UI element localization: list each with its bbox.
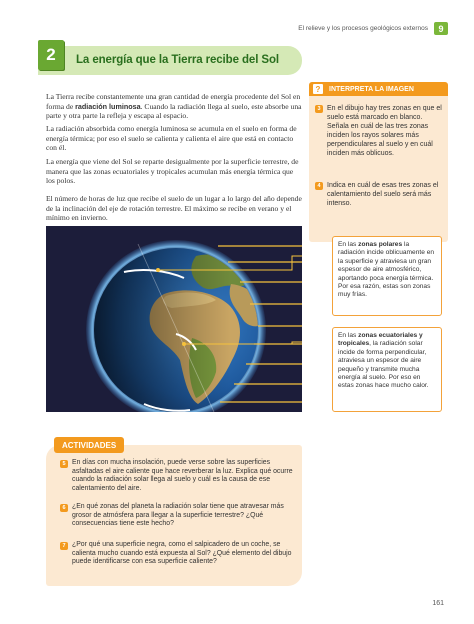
interpreta-item <box>315 104 443 158</box>
interpreta-item-text: Indica en cuál de esas tres zonas el calentamiento del suelo será más intenso. <box>327 182 439 207</box>
callout-text: En las <box>338 241 359 248</box>
section-title: La energía que la Tierra recibe del Sol <box>76 54 279 66</box>
section-number: 2 <box>38 40 64 70</box>
running-head-text: El relieve y los procesos geológicos externos <box>298 25 428 32</box>
callout-polar-zones <box>332 236 442 316</box>
unit-number-badge: 9 <box>434 22 448 35</box>
activity-item <box>60 541 296 567</box>
polar-leader-dot <box>156 268 160 272</box>
interpreta-header <box>309 82 448 96</box>
equatorial-leader-dot <box>182 342 186 346</box>
interpreta-box <box>309 82 448 242</box>
item-number-badge: 5 <box>60 460 68 468</box>
p1-bold-term: radiación luminosa <box>75 101 141 111</box>
activity-text: ¿Por qué una superficie negra, como el salpicadero de un coche, se calienta mucho cuando está expuesta al Sol? ¿Qué elemento del dibujo puede identificarse con esa superficie caliente? <box>72 541 292 566</box>
activities-title: ACTIVIDADES <box>54 437 124 453</box>
item-number-badge: 6 <box>60 504 68 512</box>
interpreta-item <box>315 181 443 208</box>
activity-text: ¿En qué zonas del planeta la radiación solar tiene que atravesar más grosor de atmósfera para llegar a la superficie terrestre? ¿Qué consecuencias tiene este hecho? <box>72 503 284 528</box>
callout-text: , la radiación solar incide de forma perpendicular, atraviesa un espesor de aire pequeño y transmite mucha energía al suelo. Por eso en estas zonas hace mucho calor. <box>338 340 429 390</box>
body-paragraph-4: El número de horas de luz que recibe el suelo de un lugar a lo largo del año depende de la inclinación del eje de rotación terrestre. El máximo se recibe en verano y el mínimo en invierno. <box>46 194 302 223</box>
body-paragraph-1 <box>46 92 302 121</box>
earth-illustration <box>46 226 302 412</box>
callout-equatorial-zones <box>332 327 442 412</box>
item-number-badge: 3 <box>315 105 323 113</box>
callout-text: la radiación incide oblicuamente en la superficie y atraviesa un gran espesor de aire atmosférico, aportando poca energía térmica. Por esa razón, estas son zonas muy frías. <box>338 241 435 299</box>
body-paragraph-2: La radiación absorbida como energía luminosa se acumula en el suelo en forma de energía térmica; por eso el suelo se calienta y calienta el aire que está en contacto con él. <box>46 124 297 153</box>
item-number-badge: 7 <box>60 542 68 550</box>
question-icon: ? <box>313 84 323 94</box>
interpreta-title: INTERPRETA LA IMAGEN <box>329 85 414 93</box>
callout-bold-term: zonas ecuatoriales y tropicales <box>338 332 423 348</box>
activity-item <box>60 459 296 494</box>
body-paragraph-3: La energía que viene del Sol se reparte desigualmente por la superficie terrestre, de manera que las zonas ecuatoriales y tropicales acumulan más energía térmica que los polos. <box>46 157 299 186</box>
p1-text-a: La Tierra recibe constantemente una gran cantidad de energía procedente del Sol en forma de <box>46 92 301 111</box>
running-head <box>298 22 448 35</box>
callout-text: En las <box>338 332 359 339</box>
earth-sunlight-svg <box>46 226 302 412</box>
interpreta-item-text: En el dibujo hay tres zonas en que el suelo está marcado en blanco. Señala en cuál de las tres zonas inciden los rayos solares más perpendiculares al suelo y en cuál inciden más oblicuos. <box>327 105 442 157</box>
activity-item <box>60 503 296 529</box>
activities-box <box>46 440 302 586</box>
item-number-badge: 4 <box>315 182 323 190</box>
page-number: 161 <box>432 600 444 607</box>
activity-text: En días con mucha insolación, puede verse sobre las superficies asfaltadas el aire caliente que hace reverberar la luz. Explica qué ocurre cuando la radiación solar llega al suelo y cuál es la causa de ese calentamiento del aire. <box>72 459 293 493</box>
p1-text-b: . Cuando la radiación llega al suelo, este absorbe una parte y otra parte la refleja y escapa al espacio. <box>46 101 302 121</box>
callout-bold-term: zonas polares <box>358 241 403 248</box>
